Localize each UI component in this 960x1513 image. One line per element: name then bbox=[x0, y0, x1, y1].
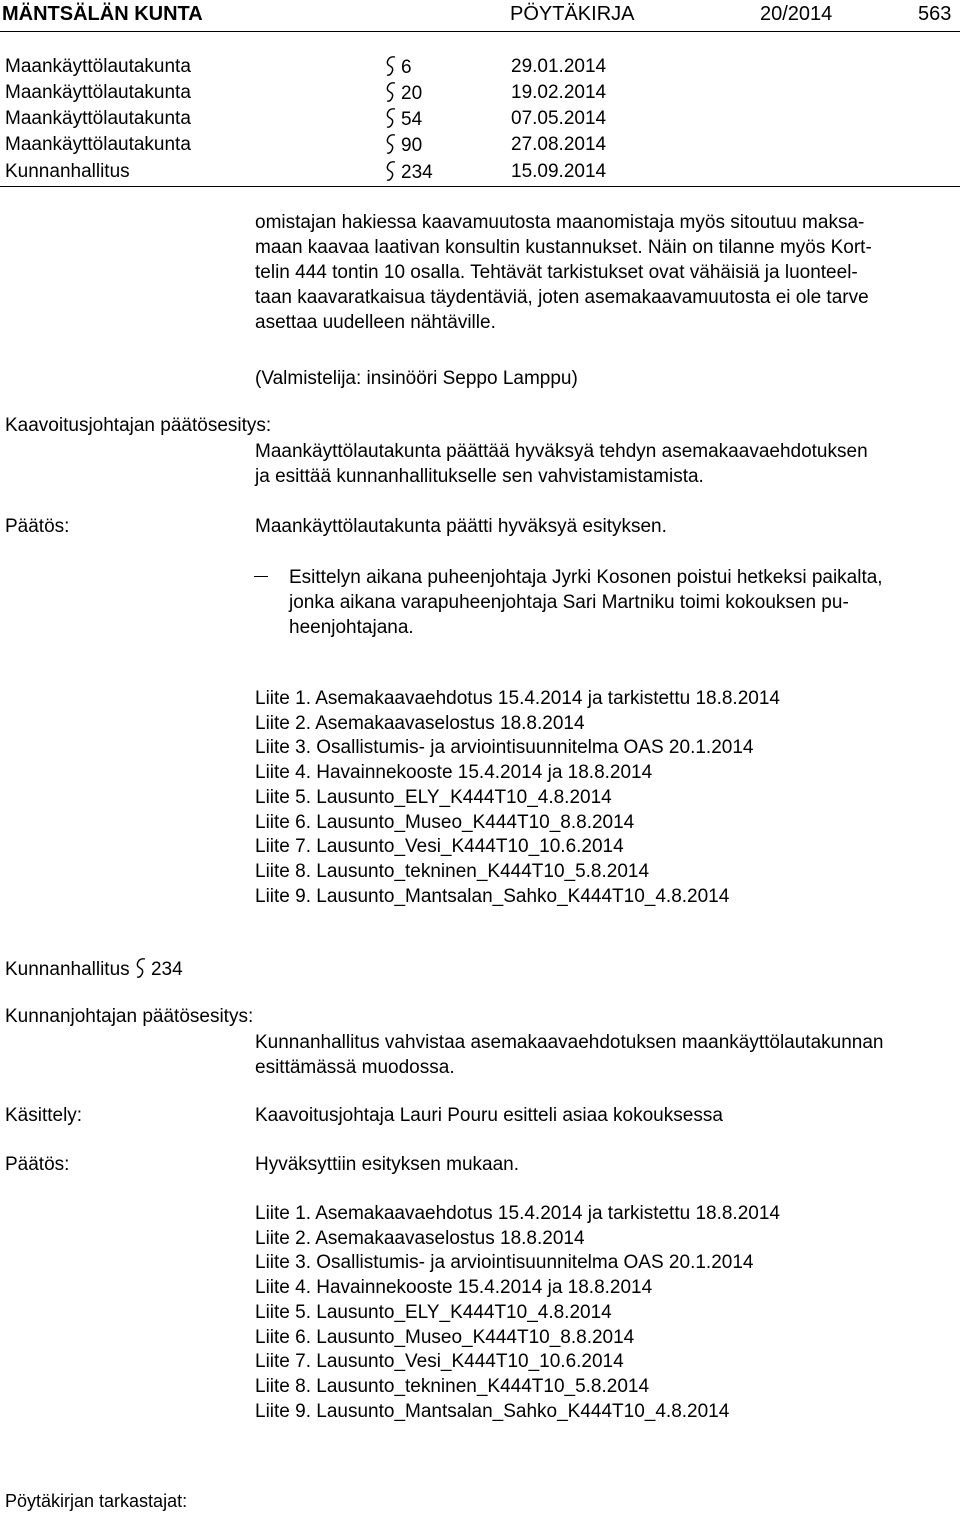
footer-label: Pöytäkirjan tarkastajat: bbox=[5, 1491, 188, 1511]
list-item: Liite 4. Havainnekooste 15.4.2014 ja 18.8.2014 bbox=[255, 762, 653, 784]
paragraph-line: maan kaavaa laativan konsultin kustannukset. Näin on tilanne myös Kort- bbox=[255, 237, 872, 258]
board-section: 234 bbox=[150, 959, 183, 980]
document-number: 20/2014 bbox=[760, 3, 833, 25]
list-item: Liite 2. Asemakaavaselostus 18.8.2014 bbox=[255, 1227, 585, 1249]
decision-text: Maankäyttölautakunta päätti hyväksyä esityksen. bbox=[255, 516, 667, 537]
section-icon bbox=[385, 133, 397, 162]
meeting-note bbox=[289, 565, 883, 640]
history-body: Maankäyttölautakunta bbox=[5, 134, 191, 155]
board-name: Kunnanhallitus bbox=[5, 959, 130, 980]
preparer-note: (Valmistelija: insinööri Seppo Lamppu) bbox=[255, 368, 578, 389]
list-item: Liite 4. Havainnekooste 15.4.2014 ja 18.8.2014 bbox=[255, 1277, 653, 1299]
paragraph-line: esittämässä muodossa. bbox=[255, 1057, 455, 1078]
list-item: Liite 5. Lausunto_ELY_K444T10_4.8.2014 bbox=[255, 786, 612, 808]
page-number: 563 bbox=[918, 3, 952, 25]
history-section-number: 54 bbox=[401, 109, 423, 130]
paragraph-line: Kunnanhallitus vahvistaa asemakaavaehdotuksen maankäyttölautakunnan bbox=[255, 1032, 884, 1053]
history-date: 07.05.2014 bbox=[511, 108, 607, 129]
history-date: 27.08.2014 bbox=[511, 134, 607, 155]
board-decision-label: Päätös: bbox=[5, 1154, 70, 1175]
paragraph-line: taan kaavaratkaisua täydentäviä, joten asemakaavamuutosta ei ole tarve bbox=[255, 287, 869, 308]
list-item: Liite 7. Lausunto_Vesi_K444T10_10.6.2014 bbox=[255, 836, 624, 858]
attachment-list bbox=[255, 687, 780, 909]
proposal-text bbox=[255, 439, 868, 489]
list-item: Liite 3. Osallistumis- ja arviointisuunnitelma OAS 20.1.2014 bbox=[255, 1252, 754, 1274]
history-section bbox=[385, 55, 412, 84]
board-decision-text: Hyväksyttiin esityksen mukaan. bbox=[255, 1154, 519, 1175]
list-item: Liite 6. Lausunto_Museo_K444T10_8.8.2014 bbox=[255, 1326, 635, 1348]
section-icon bbox=[385, 81, 397, 110]
paragraph-line: jonka aikana varapuheenjohtaja Sari Martniku toimi kokouksen pu- bbox=[289, 592, 849, 613]
history-section bbox=[385, 160, 433, 189]
header-rule bbox=[0, 31, 960, 32]
paragraph-line: Esittelyn aikana puheenjohtaja Jyrki Kosonen poistui hetkeksi paikalta, bbox=[289, 567, 883, 588]
section-icon bbox=[385, 55, 397, 84]
list-item: Liite 3. Osallistumis- ja arviointisuunnitelma OAS 20.1.2014 bbox=[255, 737, 754, 759]
history-date: 29.01.2014 bbox=[511, 56, 607, 77]
list-item: Liite 2. Asemakaavaselostus 18.8.2014 bbox=[255, 712, 585, 734]
history-body: Kunnanhallitus bbox=[5, 161, 130, 182]
board-heading bbox=[5, 957, 183, 986]
list-item: Liite 8. Lausunto_tekninen_K444T10_5.8.2014 bbox=[255, 860, 650, 882]
paragraph-line: asettaa uudelleen nähtäville. bbox=[255, 312, 496, 333]
history-date: 19.02.2014 bbox=[511, 82, 607, 103]
list-item: Liite 1. Asemakaavaehdotus 15.4.2014 ja tarkistettu 18.8.2014 bbox=[255, 688, 780, 709]
history-section bbox=[385, 133, 422, 162]
paragraph-line: Maankäyttölautakunta päättää hyväksyä tehdyn asemakaavaehdotuksen bbox=[255, 441, 868, 462]
history-section-number: 90 bbox=[401, 135, 423, 156]
board-proposal-label: Kunnanjohtajan päätösesitys: bbox=[5, 1006, 254, 1027]
history-section-number: 6 bbox=[401, 57, 412, 78]
section-icon bbox=[385, 160, 397, 189]
history-section bbox=[385, 107, 422, 136]
proposal-label: Kaavoitusjohtajan päätösesitys: bbox=[5, 415, 272, 436]
document-type: PÖYTÄKIRJA bbox=[510, 3, 635, 25]
history-body: Maankäyttölautakunta bbox=[5, 82, 191, 103]
history-section-number: 234 bbox=[401, 162, 433, 183]
board-attachment-list bbox=[255, 1202, 780, 1424]
section-icon bbox=[135, 957, 147, 986]
handling-text: Kaavoitusjohtaja Lauri Pouru esitteli asiaa kokouksessa bbox=[255, 1105, 723, 1126]
history-body: Maankäyttölautakunta bbox=[5, 108, 191, 129]
list-item: Liite 1. Asemakaavaehdotus 15.4.2014 ja tarkistettu 18.8.2014 bbox=[255, 1203, 780, 1224]
list-item: Liite 6. Lausunto_Museo_K444T10_8.8.2014 bbox=[255, 811, 635, 833]
dash-bullet bbox=[254, 576, 268, 577]
list-item: Liite 9. Lausunto_Mantsalan_Sahko_K444T10_4.8.2014 bbox=[255, 1400, 730, 1422]
list-item: Liite 7. Lausunto_Vesi_K444T10_10.6.2014 bbox=[255, 1351, 624, 1373]
paragraph-line: telin 444 tontin 10 osalla. Tehtävät tarkistukset ovat vähäisiä ja luonteel- bbox=[255, 262, 858, 283]
history-section-number: 20 bbox=[401, 83, 423, 104]
history-section bbox=[385, 81, 422, 110]
decision-label: Päätös: bbox=[5, 516, 70, 537]
paragraph-line: heenjohtajana. bbox=[289, 617, 414, 638]
board-proposal-text bbox=[255, 1030, 883, 1080]
intro-paragraph bbox=[255, 210, 872, 335]
paragraph-line: ja esittää kunnanhallitukselle sen vahvistamistamista. bbox=[255, 466, 704, 487]
history-body: Maankäyttölautakunta bbox=[5, 56, 191, 77]
paragraph-line: omistajan hakiessa kaavamuutosta maanomistaja myös sitoutuu maksa- bbox=[255, 212, 865, 233]
handling-label: Käsittely: bbox=[5, 1105, 83, 1126]
list-item: Liite 8. Lausunto_tekninen_K444T10_5.8.2014 bbox=[255, 1375, 650, 1397]
history-date: 15.09.2014 bbox=[511, 161, 607, 182]
list-item: Liite 9. Lausunto_Mantsalan_Sahko_K444T10_4.8.2014 bbox=[255, 885, 730, 907]
municipality-name: MÄNTSÄLÄN KUNTA bbox=[2, 3, 203, 25]
history-rule bbox=[0, 186, 960, 187]
list-item: Liite 5. Lausunto_ELY_K444T10_4.8.2014 bbox=[255, 1301, 612, 1323]
section-icon bbox=[385, 107, 397, 136]
